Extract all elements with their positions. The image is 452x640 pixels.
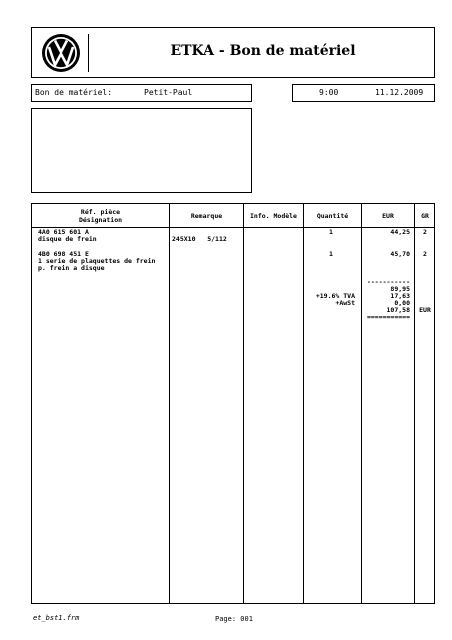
part-quantity: 1 [329, 228, 333, 236]
header-ref: Réf. pièce [80, 207, 121, 216]
customer-name: Petit-Paul [144, 88, 193, 97]
part-quantity: 1 [329, 250, 333, 258]
header-eur: EUR [382, 211, 394, 220]
column-divider [361, 204, 362, 603]
header-designation: Désignation [78, 215, 123, 224]
part-description: p. frein a disque [38, 264, 105, 272]
page-number: Page: 001 [215, 615, 253, 623]
totals-separator: ----------- [366, 278, 410, 286]
tva-label: +19.6% TVA [315, 292, 355, 300]
awst-label: +AwSt [335, 299, 355, 307]
order-date: 11.12.2009 [375, 88, 424, 97]
table-header-divider [32, 227, 434, 228]
logo-separator [88, 34, 89, 72]
column-divider [414, 204, 415, 603]
column-divider [303, 204, 304, 603]
total-underline: =========== [366, 313, 410, 321]
header-model: Info. Modèle [250, 211, 297, 220]
parts-table [31, 203, 435, 604]
part-ref: 4B0 698 451 E [38, 250, 89, 258]
order-label: Bon de matériel: [35, 88, 113, 97]
subtotal: 89,95 [390, 285, 410, 293]
part-description: 1 serie de plaquettes de frein [38, 257, 156, 265]
order-time: 9:00 [319, 88, 339, 97]
part-ref: 4A0 615 601 A [38, 228, 89, 236]
tva-amount: 17,63 [390, 292, 410, 300]
datetime-box [292, 84, 435, 102]
part-description: disque de frein [38, 235, 97, 243]
address-box [31, 108, 252, 193]
column-divider [243, 204, 244, 603]
form-filename: et_bst1.frm [33, 614, 80, 622]
document-header [31, 27, 435, 78]
page-title: ETKA - Bon de matériel [170, 43, 356, 59]
header-gr: GR [421, 211, 429, 220]
part-price: 45,70 [390, 250, 410, 258]
volkswagen-logo-icon [41, 33, 81, 73]
part-group: 2 [423, 250, 427, 258]
awst-amount: 0,00 [394, 299, 410, 307]
header-remark: Remarque [190, 211, 223, 220]
header-ref-designation [32, 204, 169, 227]
order-info-box [31, 84, 252, 102]
part-price: 44,25 [390, 228, 410, 236]
total-amount: 107,58 [386, 306, 410, 314]
column-divider [169, 204, 170, 603]
header-quantity: Quantité [316, 211, 349, 220]
part-remark: 245X10 5/112 [172, 235, 227, 243]
total-currency: EUR [419, 306, 431, 314]
part-group: 2 [423, 228, 427, 236]
